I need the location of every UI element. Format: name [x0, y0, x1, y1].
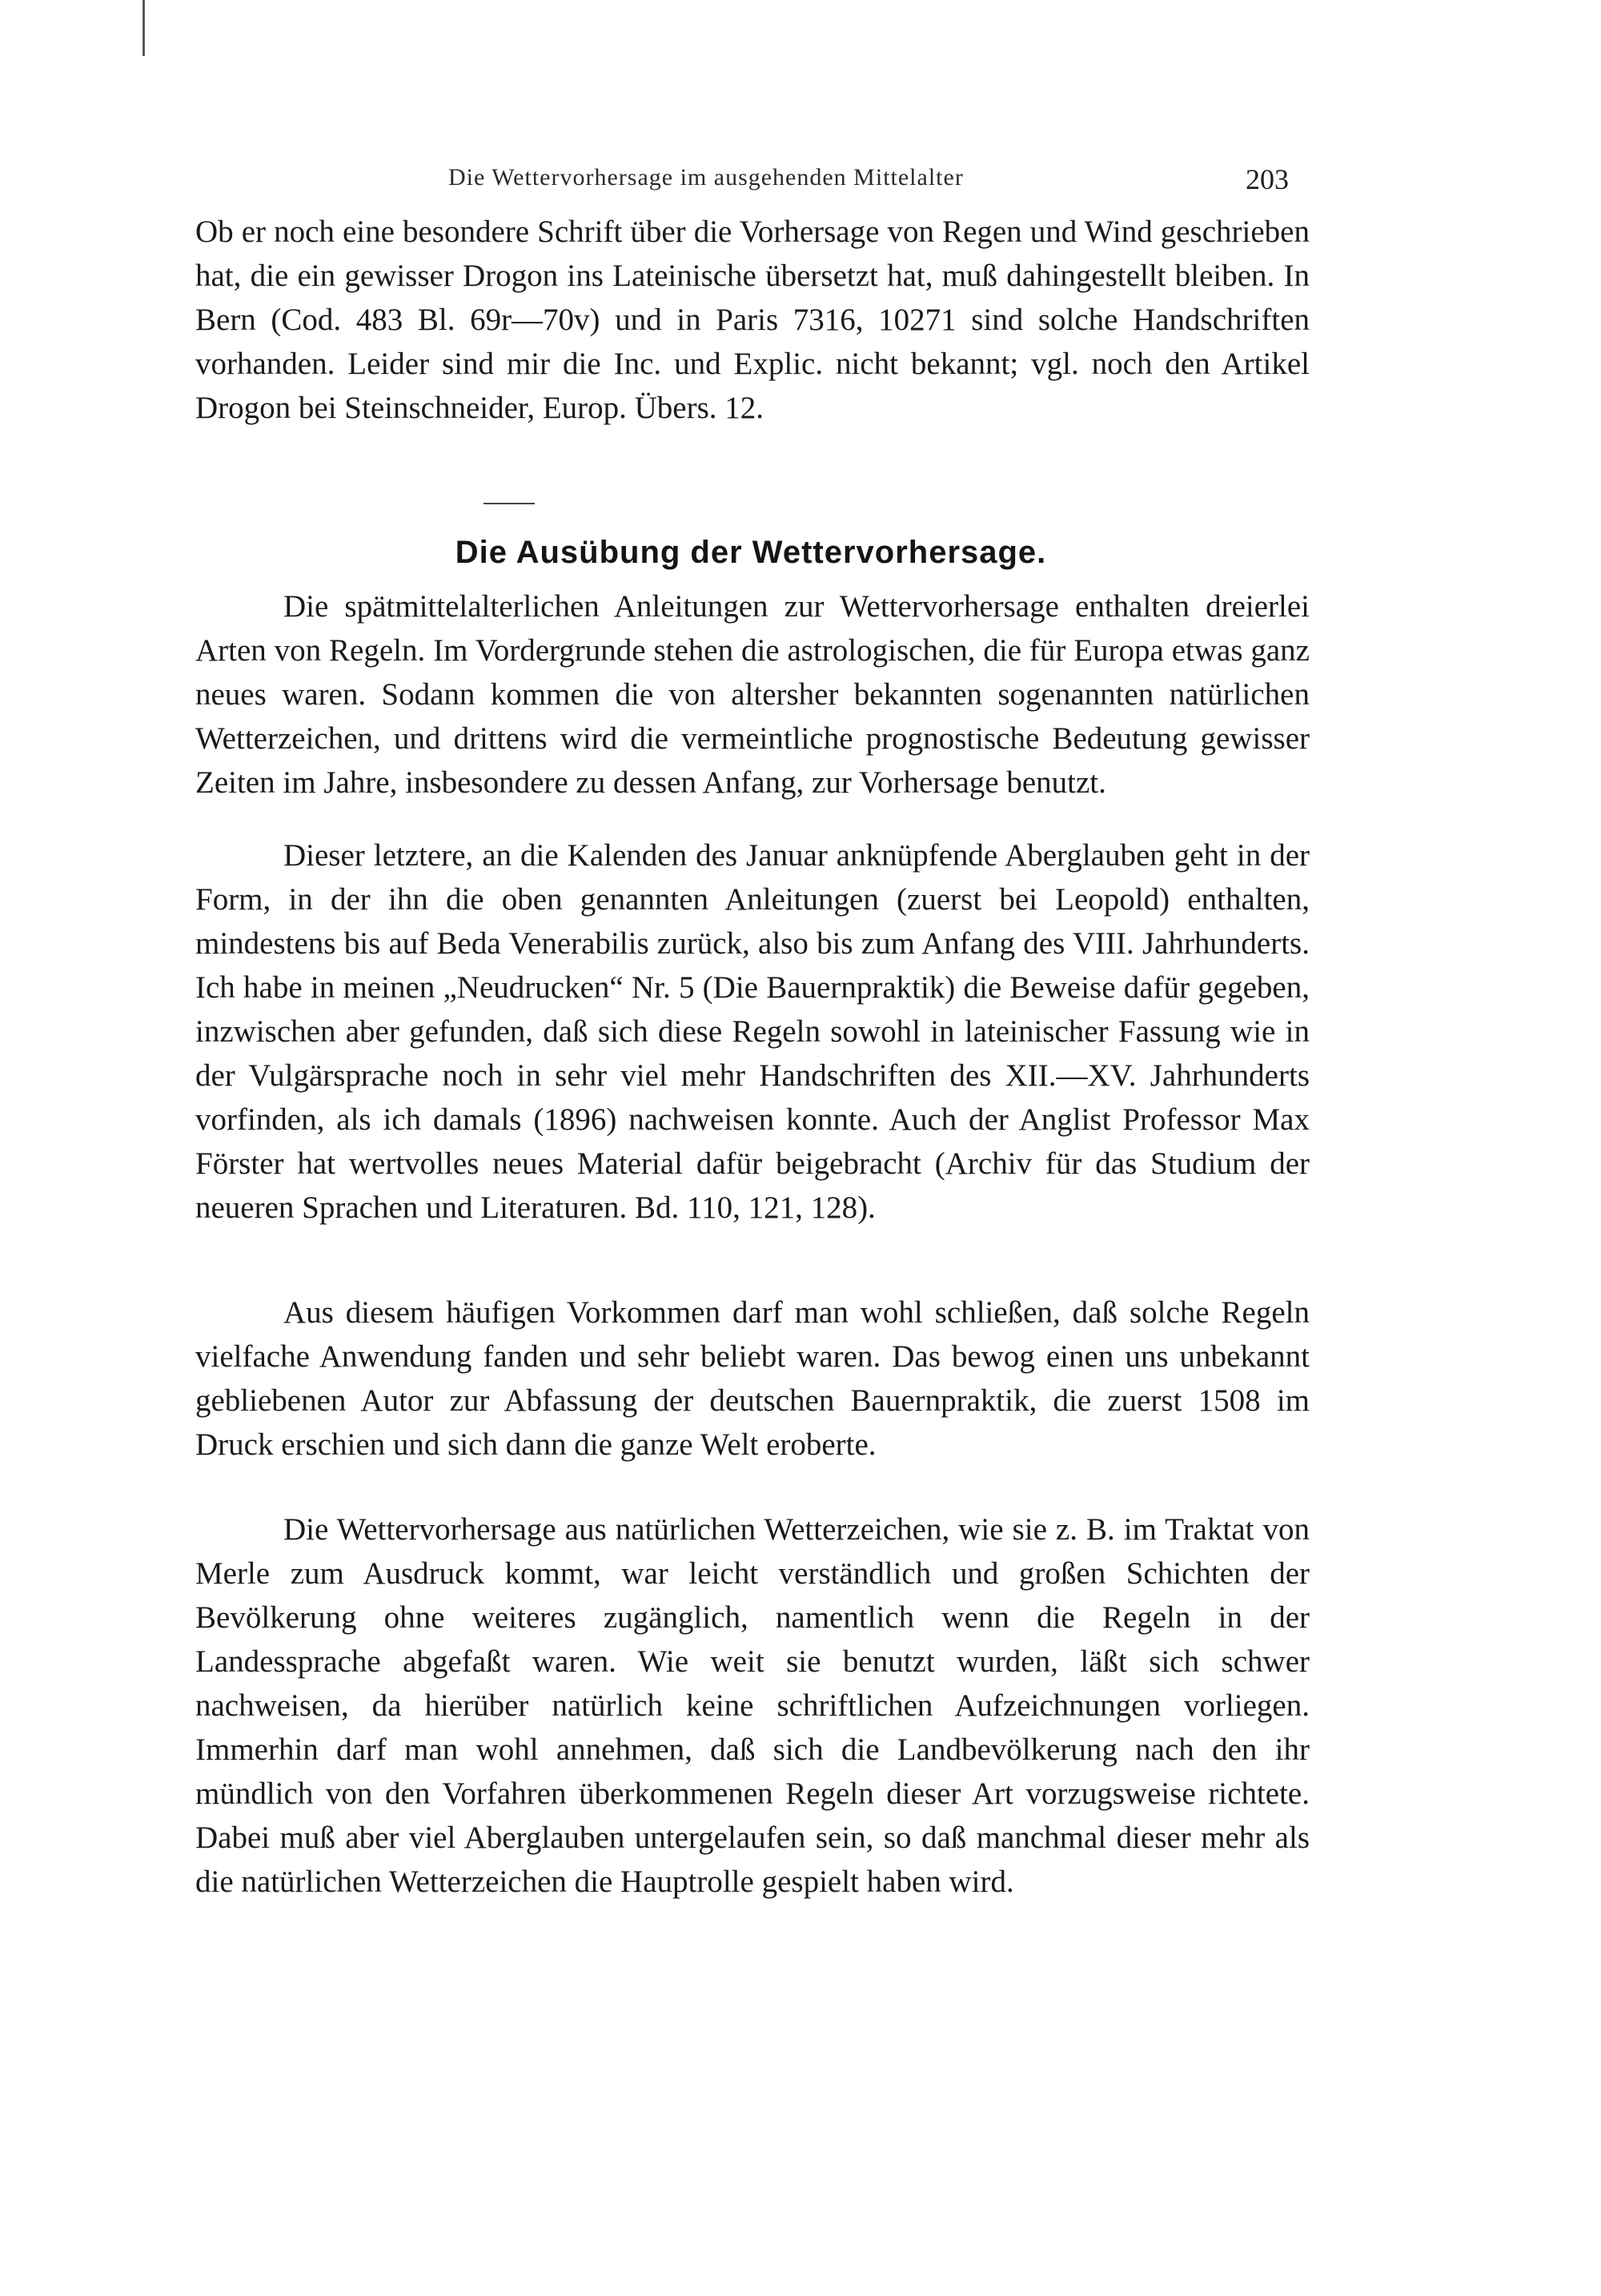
paragraph-bauernpraktik: Aus diesem häufigen Vorkommen darf man wohl schließen, daß solche Regeln vielfache Anwendung fanden und sehr beliebt waren. Das bewog einen uns unbekannt gebliebenen Autor zur Abfassung der deutschen Bauernpraktik, die zuerst 1508 im Druck erschien und sich dann die ganze Welt eroberte.: [195, 1295, 1310, 1462]
paragraph-kalenden: Dieser letztere, an die Kalenden des Januar anknüpfende Aberglauben geht in der Form, in der ihn die oben genannten Anleitungen (zuerst bei Leopold) enthalten, mindestens bis auf Beda Venerabilis zurück, also bis zum Anfang des VIII. Jahrhunderts. Ich habe in meinen „Neudrucken“ Nr. 5 (Die Bauernpraktik) die Beweise dafür gegeben, inzwischen aber gefunden, daß sich diese Regeln sowohl in lateinischer Fassung wie in der Vulgärsprache noch in sehr viel mehr Handschriften des XII.—XV. Jahrhunderts vorfinden, als ich damals (1896) nachweisen konnte. Auch der Anglist Professor Max Förster hat wertvolles neues Material dafür beigebracht (Archiv für das Studium der neueren Sprachen und Literaturen. Bd. 110, 121, 128).: [195, 838, 1310, 1225]
scan-edge-mark: [142, 0, 145, 56]
section-divider: [484, 503, 535, 504]
paragraph-rules-overview: Die spätmittelalterlichen Anleitungen zur Wettervorhersage enthalten dreierlei Arten von Regeln. Im Vordergrunde stehen die astrologischen, die für Europa etwas ganz neues waren. Sodann kommen die von altersher bekannten sogenannten natürlichen Wetterzeichen, und drittens wird die vermeintliche prognostische Bedeutung gewisser Zeiten im Jahre, insbesondere zu dessen Anfang, zur Vorhersage benutzt.: [195, 589, 1310, 800]
running-header: Die Wettervorhersage im ausgehenden Mittelalter: [448, 164, 964, 191]
paragraph-drogon: Ob er noch eine besondere Schrift über die Vorhersage von Regen und Wind geschrieben hat, die ein gewisser Drogon ins Lateinische übersetzt hat, muß dahingestellt bleiben. In Bern (Cod. 483 Bl. 69r—70v) und in Paris 7316, 10271 sind solche Handschriften vorhanden. Leider sind mir die Inc. und Explic. nicht bekannt; vgl. noch den Artikel Drogon bei Steinschneider, Europ. Übers. 12.: [195, 215, 1310, 425]
section-heading: Die Ausübung der Wettervorhersage.: [455, 535, 1047, 570]
paragraph-natural-signs: Die Wettervorhersage aus natürlichen Wetterzeichen, wie sie z. B. im Traktat von Merle zum Ausdruck kommt, war leicht verständlich und großen Schichten der Bevölkerung ohne weiteres zugänglich, namentlich wenn die Regeln in der Landessprache abgefaßt waren. Wie weit sie benutzt wurden, läßt sich schwer nachweisen, da hierüber natürlich keine schriftlichen Aufzeichnungen vorliegen. Immerhin darf man wohl annehmen, daß sich die Landbevölkerung nach den ihr mündlich von den Vorfahren überkommenen Regeln dieser Art vorzugsweise richtete. Dabei muß aber viel Aberglauben untergelaufen sein, so daß manchmal dieser mehr als die natürlichen Wetterzeichen die Hauptrolle gespielt haben wird.: [195, 1512, 1310, 1899]
page-number: 203: [1246, 163, 1289, 195]
